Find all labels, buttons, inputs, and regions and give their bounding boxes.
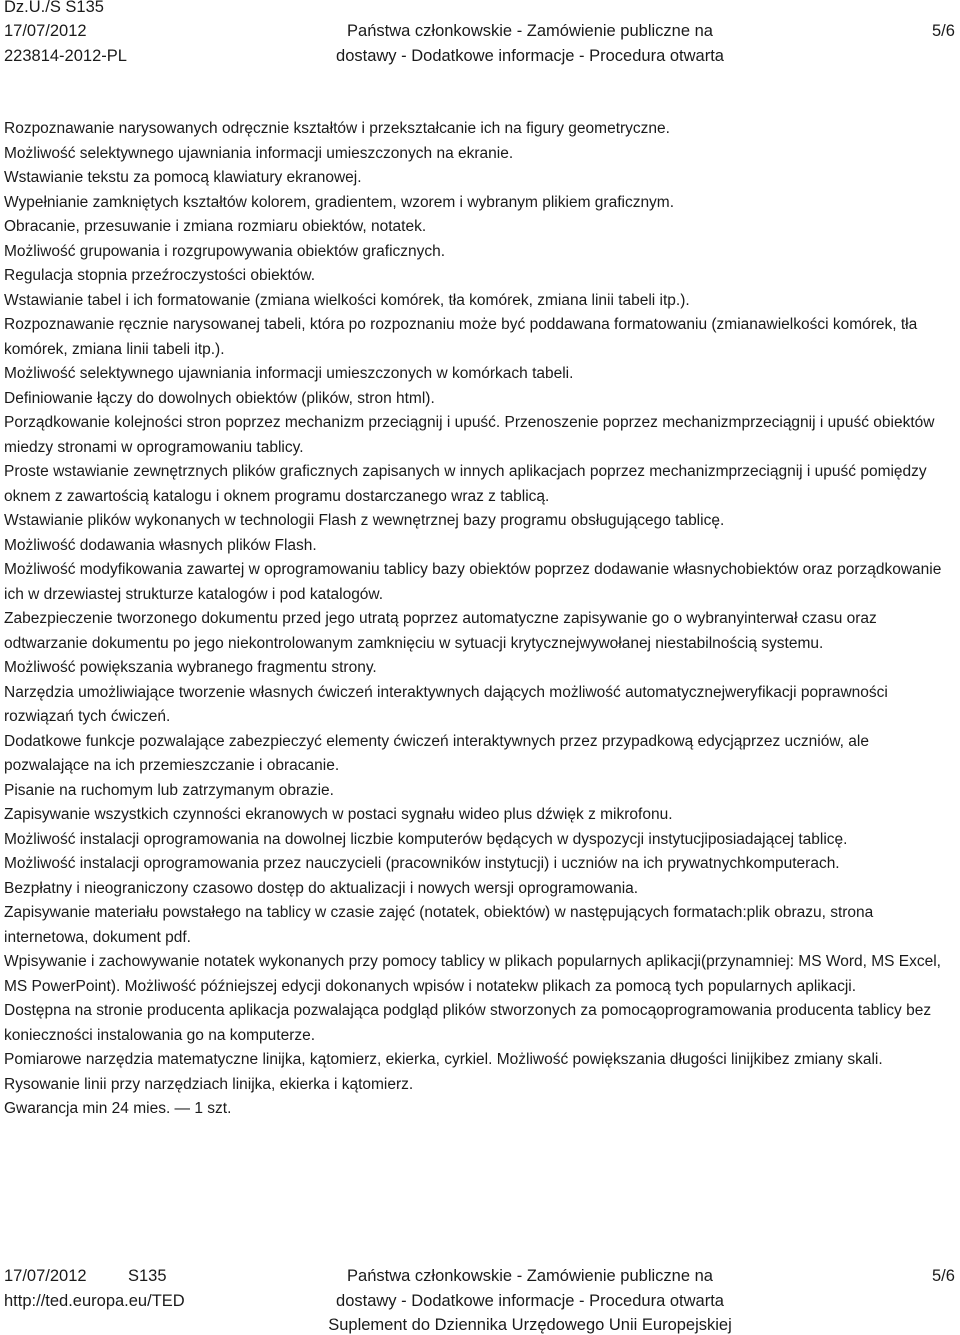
paragraph: Wpisywanie i zachowywanie notatek wykonanych przy pomocy tablicy w plikach popularnych aplikacji(przynamniej: MS Word, MS Excel, MS PowerPoint). Możliwość późniejszej edycji dokonanych wpisów i notatekw plikach za pomocą tych popularnych aplikacji. — [4, 953, 941, 995]
journal-reference: Dz.U./S S135 — [4, 0, 104, 16]
paragraph: Możliwość selektywnego ujawniania informacji umieszczonych w komórkach tabeli. — [4, 365, 574, 382]
footer-series: S135 — [128, 1267, 167, 1285]
header-title-line2: dostawy - Dodatkowe informacje - Procedura otwarta — [336, 47, 724, 65]
paragraph: Definiowanie łączy do dowolnych obiektów (plików, stron html). — [4, 389, 435, 407]
paragraph: Możliwość grupowania i rozgrupowywania obiektów graficznych. — [4, 242, 446, 260]
paragraph: Wstawianie plików wykonanych w technologii Flash z wewnętrznej bazy programu obsługującego tablicę. — [4, 512, 725, 529]
paragraph: Pomiarowe narzędzia matematyczne linijka, kątomierz, ekierka, cyrkiel. Możliwość powiększania długości linijkibez zmiany skali. Rysowanie linii przy narzędziach linijka, ekierka i kątomierz. — [4, 1051, 883, 1093]
paragraph: Bezpłatny i nieograniczony czasowo dostęp do aktualizacji i nowych wersji oprogramowania. — [4, 879, 639, 897]
paragraph: Możliwość instalacji oprogramowania na dowolnej liczbie komputerów będących w dyspozycji instytucjiposiadającej tablicę. — [4, 830, 848, 848]
paragraph: Rozpoznawanie ręcznie narysowanej tabeli, która po rozpoznaniu może być poddawana formatowaniu (zmianawielkości komórek, tła komórek, zmiana linii tabeli itp.). — [4, 316, 918, 358]
footer-page-number: 5/6 — [932, 1267, 955, 1285]
paragraph: Możliwość selektywnego ujawniania informacji umieszczonych na ekranie. — [4, 144, 514, 162]
paragraph: Rozpoznawanie narysowanych odręcznie kształtów i przekształcanie ich na figury geometryczne. — [4, 120, 670, 137]
paragraph: Regulacja stopnia przeźroczystości obiektów. — [4, 267, 316, 284]
paragraph: Narzędzia umożliwiające tworzenie własnych ćwiczeń interaktywnych dających możliwość automatycznejweryfikacji poprawności rozwiązań tych ćwiczeń. — [4, 683, 888, 725]
paragraph: Dostępna na stronie producenta aplikacja pozwalająca podgląd plików stworzonych za pomocąoprogramowania producenta tablicy bez konieczności instalowania go na komputerze. — [4, 1002, 932, 1044]
paragraph: Obracanie, przesuwanie i zmiana rozmiaru obiektów, notatek. — [4, 218, 427, 235]
paragraph: Wypełnianie zamkniętych kształtów kolorem, gradientem, wzorem i wybranym plikiem graficznym. — [4, 193, 675, 211]
notice-number: 223814-2012-PL — [4, 47, 127, 65]
paragraph: Zabezpieczenie tworzonego dokumentu przed jego utratą poprzez automatyczne zapisywanie go o wybranyinterwał czasu oraz odtwarzanie dokumentu po jego niekontrolowanym zamknięciu w sytuacji krytycznejwywołanej niestabilnością systemu. — [4, 610, 877, 652]
header-page-number: 5/6 — [932, 22, 955, 40]
footer-title-line2: dostawy - Dodatkowe informacje - Procedura otwarta — [336, 1292, 724, 1310]
footer-url[interactable]: http://ted.europa.eu/TED — [4, 1292, 185, 1310]
paragraph: Możliwość dodawania własnych plików Flash. — [4, 536, 317, 554]
paragraph: Możliwość powiększania wybranego fragmentu strony. — [4, 659, 377, 676]
footer-date: 17/07/2012 — [4, 1267, 87, 1285]
paragraph: Możliwość instalacji oprogramowania przez nauczycieli (pracowników instytucji) i uczniów na ich prywatnychkomputerach. — [4, 855, 840, 872]
paragraph: Wstawianie tabel i ich formatowanie (zmiana wielkości komórek, tła komórek, zmiana linii tabeli itp.). — [4, 291, 690, 309]
paragraph: Zapisywanie materiału powstałego na tablicy w czasie zajęć (notatek, obiektów) w następujących formatach:plik obrazu, strona internetowa, dokument pdf. — [4, 904, 874, 946]
notice-body — [4, 117, 954, 1122]
footer-title-line1: Państwa członkowskie - Zamówienie publiczne na — [347, 1267, 713, 1285]
footer-title-line3: Suplement do Dziennika Urzędowego Unii Europejskiej — [328, 1316, 732, 1334]
paragraph: Proste wstawianie zewnętrznych plików graficznych zapisanych w innych aplikacjach poprzez mechanizmprzeciągnij i upuść pomiędzy oknem z zawartością katalogu i oknem programu dostarczanego wraz z tablicą. — [4, 463, 927, 505]
paragraph: Zapisywanie wszystkich czynności ekranowych w postaci sygnału wideo plus dźwięk z mikrofonu. — [4, 806, 673, 823]
paragraph: Dodatkowe funkcje pozwalające zabezpieczyć elementy ćwiczeń interaktywnych przez przypadkową edycjąprzez uczniów, ale pozwalające na ich przemieszczanie i obracanie. — [4, 732, 869, 774]
paragraph: Gwarancja min 24 mies. — 1 szt. — [4, 1100, 232, 1117]
header-title-line1: Państwa członkowskie - Zamówienie publiczne na — [347, 22, 713, 40]
paragraph: Porządkowanie kolejności stron poprzez mechanizm przeciągnij i upuść. Przenoszenie poprzez mechanizmprzeciągnij i upuść obiektów miedzy stronami w oprogramowaniu tablicy. — [4, 414, 935, 456]
paragraph: Pisanie na ruchomym lub zatrzymanym obrazie. — [4, 781, 334, 799]
paragraph: Możliwość modyfikowania zawartej w oprogramowaniu tablicy bazy obiektów poprzez dodawanie własnychobiektów oraz porządkowanie ich w drzewiastej strukturze katalogów i pod katalogów. — [4, 561, 942, 603]
header-date: 17/07/2012 — [4, 22, 87, 40]
paragraph: Wstawianie tekstu za pomocą klawiatury ekranowej. — [4, 169, 362, 186]
